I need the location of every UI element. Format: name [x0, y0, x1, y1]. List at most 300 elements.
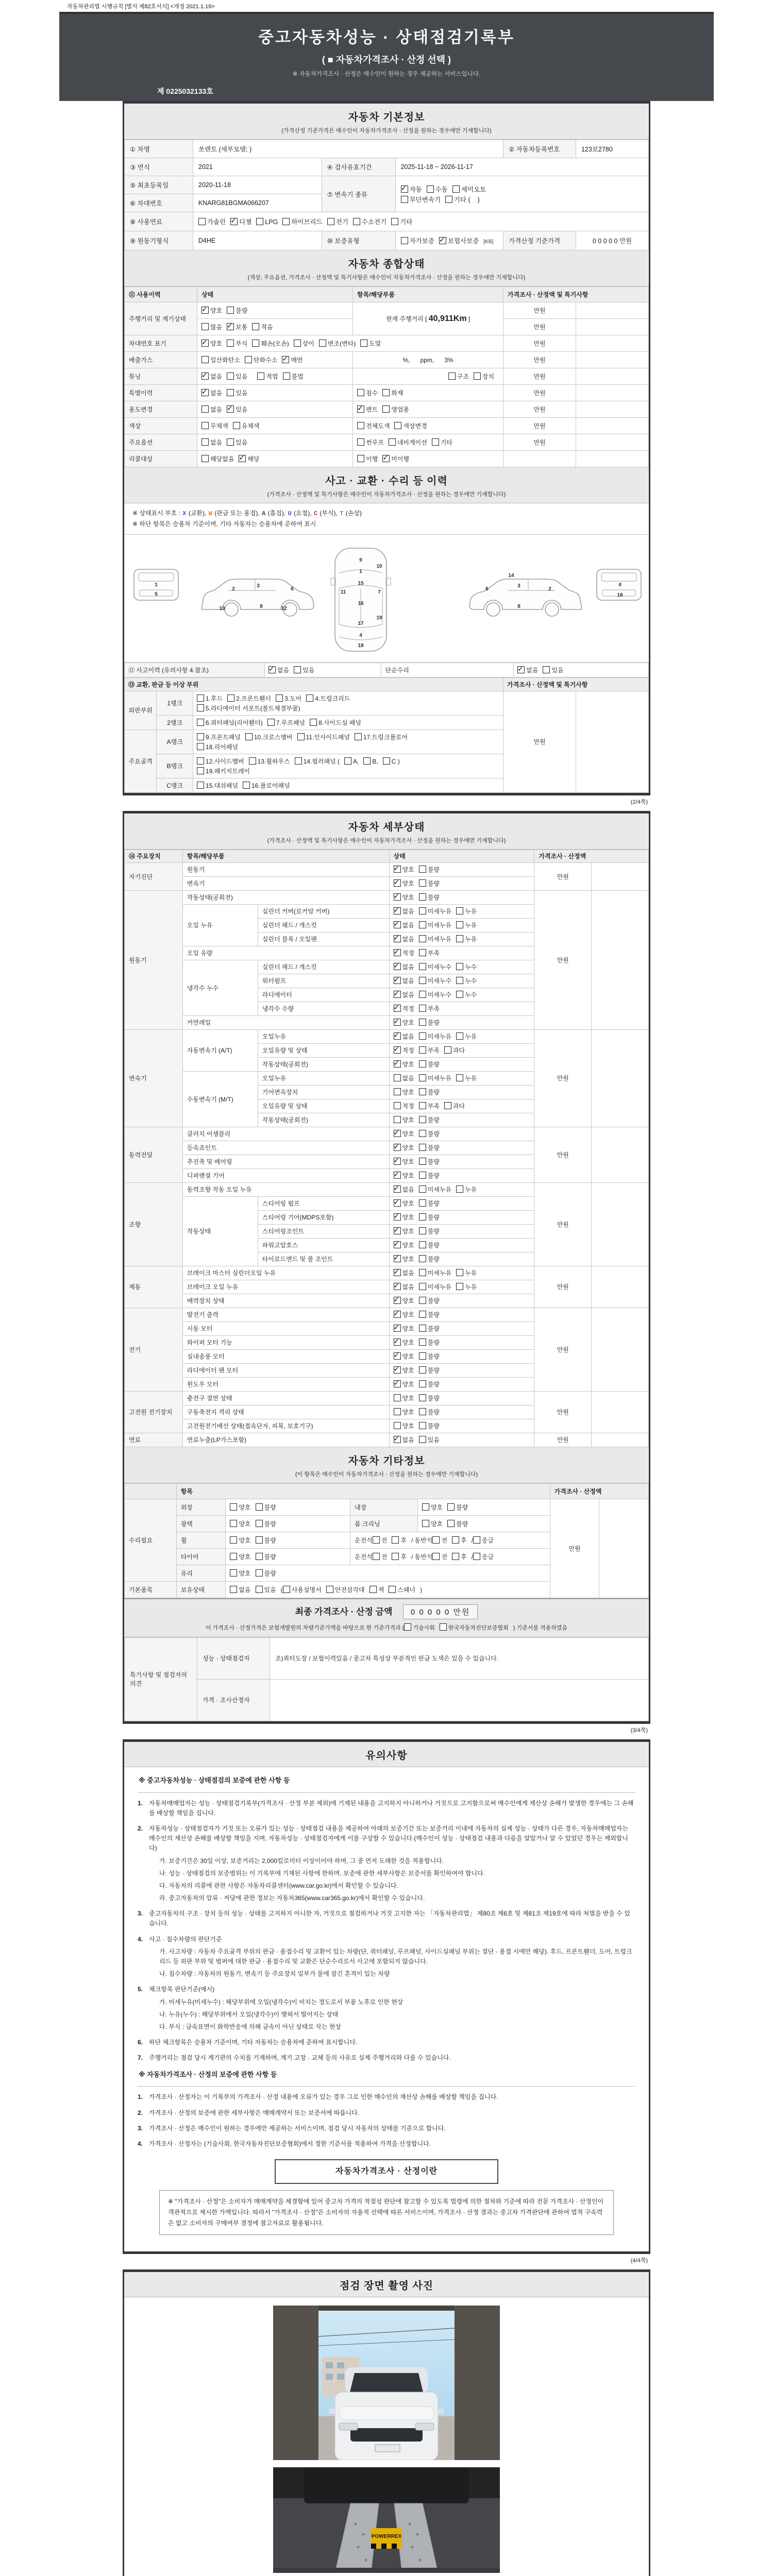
- diagram-number: 5: [155, 591, 158, 597]
- checkbox[interactable]: [419, 1338, 426, 1346]
- checkbox[interactable]: [360, 340, 367, 347]
- checkbox[interactable]: [419, 1172, 426, 1179]
- checkbox[interactable]: [427, 185, 434, 193]
- checkbox-option: [256, 1585, 276, 1594]
- checkbox-label: 일산화탄소: [210, 357, 240, 364]
- checkbox[interactable]: [394, 1311, 401, 1318]
- checkbox[interactable]: [456, 921, 463, 928]
- checkbox[interactable]: [419, 1269, 426, 1276]
- checkbox[interactable]: [419, 977, 426, 984]
- checkbox[interactable]: [239, 455, 246, 462]
- checkbox-label: 부족: [427, 1103, 440, 1110]
- checkbox[interactable]: [383, 757, 390, 765]
- checkbox[interactable]: [197, 733, 204, 740]
- checkbox[interactable]: [344, 757, 351, 765]
- checkbox[interactable]: [456, 1283, 463, 1290]
- field-label: 특별이력: [125, 385, 197, 401]
- checkbox[interactable]: [419, 1422, 426, 1429]
- checkbox[interactable]: [353, 218, 360, 225]
- checkbox[interactable]: [456, 935, 463, 942]
- checkbox-label: 사용설명서: [291, 1586, 322, 1594]
- checkbox-option: [401, 236, 434, 245]
- checkbox[interactable]: [357, 438, 364, 446]
- checkbox-label: 불량: [427, 1367, 440, 1375]
- checkbox[interactable]: [419, 1032, 426, 1040]
- checkbox-label: 미이행: [391, 455, 410, 463]
- checkbox-option: [419, 935, 451, 943]
- checkbox[interactable]: [201, 389, 209, 396]
- field-value: 항목/해당부품: [353, 287, 503, 302]
- checkbox-option: [419, 1074, 451, 1082]
- field-value: 기어변속장치: [258, 1085, 389, 1099]
- checkbox[interactable]: [394, 1255, 401, 1262]
- checkbox[interactable]: [276, 694, 283, 702]
- checkbox[interactable]: [401, 185, 408, 193]
- checkbox[interactable]: [294, 340, 301, 347]
- checkbox[interactable]: [230, 1520, 237, 1527]
- checkbox[interactable]: [197, 704, 204, 711]
- checkbox[interactable]: [394, 963, 401, 970]
- final-price-band: [124, 1598, 649, 1637]
- checkbox[interactable]: [201, 422, 209, 429]
- checkbox[interactable]: [452, 1553, 459, 1560]
- checkbox[interactable]: [394, 1199, 401, 1207]
- checkbox[interactable]: [401, 196, 408, 203]
- checkbox[interactable]: [394, 1380, 401, 1387]
- checkbox[interactable]: [201, 438, 209, 446]
- checkbox[interactable]: [394, 977, 401, 984]
- checkbox[interactable]: [394, 1074, 401, 1081]
- checkbox[interactable]: [319, 340, 326, 347]
- checkbox[interactable]: [419, 866, 426, 873]
- checkbox[interactable]: [230, 1569, 237, 1577]
- field-label: 유리: [176, 1565, 226, 1581]
- checkbox[interactable]: [444, 1046, 451, 1054]
- checkbox[interactable]: [394, 1297, 401, 1304]
- checkbox[interactable]: [419, 1311, 426, 1318]
- checkbox-label: 양호: [210, 307, 223, 314]
- checkbox-label: 있음: [236, 389, 248, 397]
- checkbox[interactable]: [394, 1102, 401, 1109]
- checkbox[interactable]: [283, 372, 290, 380]
- checkbox-option: [256, 1519, 276, 1528]
- checkbox[interactable]: [517, 666, 525, 673]
- checkbox[interactable]: [256, 1520, 263, 1527]
- checkbox[interactable]: [394, 1032, 401, 1040]
- checkbox[interactable]: [394, 1130, 401, 1137]
- checkbox[interactable]: [419, 1255, 426, 1262]
- checkbox[interactable]: [282, 356, 289, 363]
- checkbox[interactable]: [197, 782, 204, 789]
- checkbox[interactable]: [227, 372, 234, 380]
- field-value: [389, 1015, 534, 1029]
- legend-note: ※ 하단 항목은 승용차 기준이며, 기타 자동차는 승용차에 준하여 표시: [132, 520, 316, 528]
- checkbox[interactable]: [227, 307, 234, 314]
- checkbox[interactable]: [456, 977, 463, 984]
- section-basic-header: [124, 104, 649, 140]
- notice-text: 가격조사 · 산정자는 (기술사회, 한국자동차진단보증협회)에서 정한 기준서를 적용하여 가격을 산정합니다.: [149, 2140, 431, 2147]
- field-value: [389, 932, 534, 946]
- checkbox-label: 영업용: [391, 406, 410, 413]
- checkbox-option: [401, 184, 422, 194]
- checkbox[interactable]: [394, 1088, 401, 1095]
- checkbox-option: [419, 1366, 440, 1375]
- checkbox-option: [419, 1101, 440, 1110]
- checkbox[interactable]: [419, 1185, 426, 1193]
- checkbox[interactable]: [245, 356, 252, 363]
- checkbox[interactable]: [419, 907, 426, 914]
- detail-status-table: [124, 850, 649, 1447]
- checkbox[interactable]: [369, 1586, 377, 1593]
- checkbox[interactable]: [394, 1366, 401, 1374]
- checkbox[interactable]: [456, 1185, 463, 1193]
- checkbox[interactable]: [474, 372, 481, 380]
- checkbox[interactable]: [306, 694, 313, 702]
- section-note: (가격산정 기준가격은 매수인이 자동차가격조사 · 산정을 원하는 경우에만 기재합니다): [281, 128, 492, 134]
- checkbox[interactable]: [280, 1586, 290, 1594]
- checkbox[interactable]: [256, 1553, 263, 1560]
- diagram-number: 9: [359, 557, 362, 563]
- checkbox[interactable]: [419, 991, 426, 998]
- checkbox[interactable]: [444, 1102, 451, 1109]
- checkbox[interactable]: [419, 1394, 426, 1401]
- checkbox[interactable]: [473, 1536, 480, 1544]
- checkbox-option: [394, 990, 414, 999]
- checkbox[interactable]: [201, 356, 209, 363]
- checkbox[interactable]: [198, 218, 206, 225]
- checkbox[interactable]: [447, 1520, 455, 1527]
- checkbox[interactable]: [419, 1088, 426, 1095]
- checkbox[interactable]: [256, 1503, 263, 1511]
- status-symbol-desc: (요철),: [292, 510, 313, 517]
- checkbox[interactable]: [256, 1536, 263, 1544]
- checkbox[interactable]: [394, 1116, 401, 1123]
- checkbox[interactable]: [297, 733, 305, 740]
- checkbox[interactable]: [295, 757, 302, 765]
- checkbox-label: 전: [441, 1536, 448, 1544]
- checkbox[interactable]: [419, 1352, 426, 1360]
- field-value: [389, 1238, 534, 1252]
- checkbox[interactable]: [445, 196, 452, 203]
- checkbox[interactable]: [245, 733, 253, 740]
- checkbox[interactable]: [422, 1503, 429, 1511]
- checkbox[interactable]: [419, 1297, 426, 1304]
- checkbox-option: [282, 217, 322, 226]
- checkbox[interactable]: [419, 1116, 426, 1123]
- checkbox[interactable]: [357, 422, 364, 429]
- checkbox-option: [394, 907, 414, 916]
- checkbox[interactable]: [230, 1586, 237, 1593]
- checkbox[interactable]: [201, 323, 209, 330]
- checkbox[interactable]: [249, 757, 256, 765]
- checkbox[interactable]: [394, 907, 401, 914]
- final-price-note: [124, 1623, 649, 1632]
- checkbox[interactable]: [419, 1283, 426, 1290]
- checkbox[interactable]: [394, 422, 401, 429]
- checkbox[interactable]: [230, 1536, 237, 1544]
- checkbox[interactable]: [394, 879, 401, 887]
- checkbox[interactable]: [227, 323, 234, 330]
- checkbox-option: [394, 1115, 414, 1124]
- checkbox[interactable]: [197, 719, 204, 726]
- checkbox[interactable]: [419, 1227, 426, 1234]
- checkbox[interactable]: [394, 1325, 401, 1332]
- checkbox-option: [456, 907, 477, 916]
- checkbox[interactable]: [230, 1553, 237, 1560]
- field-label: 자기진단: [125, 862, 183, 890]
- checkbox-option: [394, 421, 427, 430]
- checkbox[interactable]: [404, 1623, 411, 1631]
- notice-number: 7.: [138, 2054, 143, 2062]
- checkbox[interactable]: [382, 389, 390, 396]
- checkbox-option: [419, 865, 440, 874]
- checkbox[interactable]: [447, 1503, 455, 1511]
- checkbox[interactable]: [440, 1623, 447, 1631]
- checkbox[interactable]: [227, 438, 234, 446]
- checkbox[interactable]: [394, 893, 401, 901]
- checkbox-label: 훼손(오손): [261, 340, 289, 347]
- checkbox[interactable]: [419, 921, 426, 928]
- checkbox[interactable]: [394, 1019, 401, 1026]
- checkbox[interactable]: [394, 1241, 401, 1248]
- checkbox[interactable]: [473, 1553, 480, 1560]
- checkbox-label: 불량: [427, 1130, 440, 1138]
- checkbox[interactable]: [326, 1586, 333, 1593]
- checkbox[interactable]: [419, 1366, 426, 1374]
- checkbox[interactable]: [419, 1102, 426, 1109]
- checkbox[interactable]: [197, 757, 204, 765]
- checkbox[interactable]: [456, 1032, 463, 1040]
- checkbox[interactable]: [419, 1144, 426, 1151]
- document-title: 중고자동차성능 · 상태점검기록부: [258, 28, 515, 46]
- checkbox[interactable]: [394, 935, 401, 942]
- checkbox[interactable]: [373, 1553, 380, 1560]
- checkbox[interactable]: [394, 1394, 401, 1401]
- checkbox[interactable]: [394, 1046, 401, 1054]
- checkbox[interactable]: [401, 237, 408, 244]
- checkbox[interactable]: [419, 949, 426, 956]
- checkbox[interactable]: [419, 1130, 426, 1137]
- field-value: [270, 1679, 648, 1721]
- checkbox-option: [394, 1324, 414, 1333]
- checkbox[interactable]: [422, 1520, 429, 1527]
- checkbox[interactable]: [201, 455, 209, 462]
- field-value: [389, 1280, 534, 1294]
- price-survey-box-text: ※ "가격조사 · 산정"은 소비자가 매매계약을 체결함에 있어 중고차 가격의 적절성 판단에 참고할 수 있도록 법령에 의한 절차와 기준에 따라 전문 가격조사 · 산정인이 객관적으로 제시한 가액입니다. 따라서 "가격조사 · 산정"은 소비자의 자율적 선택에 따른 서비스이며, 가격조사 · 산정 결과는 중고차 가격판단에 관하여 법적 구속력은 없고 소비자의 구매여부 결정에 참고자료로 활용됩니다.: [159, 2190, 614, 2235]
- checkbox[interactable]: [394, 949, 401, 956]
- checkbox-label: 양호: [210, 340, 223, 347]
- checkbox[interactable]: [252, 340, 259, 347]
- diagram-number: 18: [617, 592, 623, 598]
- diagram-number: 3: [257, 583, 260, 589]
- checkbox-label: 없음: [210, 406, 223, 413]
- checkbox[interactable]: [439, 237, 446, 244]
- checkbox[interactable]: [227, 694, 234, 702]
- checkbox-label: 4.트렁크리드: [315, 694, 350, 702]
- checkbox[interactable]: [227, 340, 234, 347]
- checkbox[interactable]: [389, 438, 396, 446]
- table-row: [125, 1308, 649, 1321]
- checkbox-option: [419, 990, 451, 999]
- checkbox[interactable]: [355, 733, 362, 740]
- text: [252, 373, 257, 380]
- checkbox-label: 양호: [239, 1553, 251, 1561]
- checkbox-label: 해당: [247, 455, 260, 463]
- checkbox[interactable]: [419, 1074, 426, 1081]
- checkbox[interactable]: [282, 218, 290, 225]
- checkbox[interactable]: [419, 1436, 426, 1443]
- checkbox[interactable]: [448, 372, 456, 380]
- field-value: 만원: [534, 862, 592, 890]
- checkbox[interactable]: [256, 1569, 263, 1577]
- checkbox[interactable]: [389, 1586, 396, 1593]
- checkbox[interactable]: [394, 1060, 401, 1067]
- checkbox[interactable]: [419, 1325, 426, 1332]
- checkbox[interactable]: [419, 1241, 426, 1248]
- checkbox[interactable]: [256, 1586, 263, 1593]
- checkbox[interactable]: [419, 879, 426, 887]
- checkbox-label: 수소전기: [361, 218, 387, 226]
- field-value: 타이로드엔드 및 볼 조인트: [258, 1252, 389, 1266]
- checkbox[interactable]: [357, 405, 364, 413]
- checkbox[interactable]: [456, 1269, 463, 1276]
- checkbox-option: [230, 1519, 250, 1528]
- checkbox[interactable]: [197, 694, 204, 702]
- checkbox[interactable]: [382, 455, 390, 462]
- checkbox[interactable]: [394, 1213, 401, 1221]
- checkbox[interactable]: [391, 218, 398, 225]
- checkbox[interactable]: [357, 455, 364, 462]
- field-value: [592, 862, 649, 890]
- field-value: 커먼레일: [182, 1015, 389, 1029]
- checkbox[interactable]: [394, 866, 401, 873]
- field-label: 전기: [125, 1308, 183, 1391]
- checkbox[interactable]: [456, 991, 463, 998]
- checkbox[interactable]: [456, 907, 463, 914]
- field-label: 특기사항 및 점검자의 의견: [125, 1637, 197, 1721]
- checkbox[interactable]: [394, 1436, 401, 1443]
- table-row: [125, 434, 649, 451]
- checkbox[interactable]: [227, 389, 234, 396]
- checkbox[interactable]: [252, 323, 259, 330]
- checkbox[interactable]: [394, 1283, 401, 1290]
- checkbox-option: [230, 1569, 250, 1578]
- field-value: [264, 663, 381, 677]
- checkbox[interactable]: [382, 405, 390, 413]
- checkbox[interactable]: [394, 1338, 401, 1346]
- checkbox[interactable]: [543, 666, 550, 673]
- checkbox[interactable]: [456, 1074, 463, 1081]
- checkbox[interactable]: [394, 1172, 401, 1179]
- checkbox-label: 기타: [440, 439, 452, 446]
- checkbox[interactable]: [201, 307, 209, 314]
- checkbox[interactable]: [394, 1158, 401, 1165]
- field-value: 만원: [534, 1308, 592, 1391]
- field-value: [389, 1029, 534, 1043]
- checkbox[interactable]: [394, 1185, 401, 1193]
- checkbox[interactable]: [392, 1553, 399, 1560]
- checkbox[interactable]: [227, 405, 234, 413]
- field-value: 2025-11-18 ~ 2026-11-17: [395, 158, 648, 176]
- checkbox[interactable]: [419, 1046, 426, 1054]
- status-symbol: A: [262, 510, 266, 517]
- checkbox[interactable]: [256, 218, 263, 225]
- checkbox[interactable]: [419, 1019, 426, 1026]
- checkbox[interactable]: [201, 340, 209, 347]
- checkbox[interactable]: [394, 1144, 401, 1151]
- inspection-photo-front: [273, 2306, 500, 2460]
- checkbox[interactable]: [419, 1199, 426, 1207]
- checkbox[interactable]: [419, 1213, 426, 1221]
- checkbox[interactable]: [394, 1227, 401, 1234]
- field-value: 파워고압호스: [258, 1238, 389, 1252]
- notice-subitem: 가. 사고차량 : 자동차 주요골격 부위의 판금 · 용접수리 및 교환이 있는 차량(단, 쿼터패널, 루프패널, 사이드실패널 부위는 절단 · 용접 시에만 해당). 후드, 프론트휀더, 도어, 트렁크리드 등 외판 부위 및 범퍼에 대한 판금 · 용접수리 및 교환은 단순수리로서 사고에 포함되지 않습니다.: [159, 1947, 632, 1965]
- checkbox[interactable]: [419, 893, 426, 901]
- diagram-number: 10: [376, 563, 382, 569]
- checkbox[interactable]: [201, 405, 209, 413]
- checkbox[interactable]: [394, 1422, 401, 1429]
- checkbox[interactable]: [243, 782, 250, 789]
- checkbox[interactable]: [432, 1553, 440, 1560]
- checkbox[interactable]: [419, 1380, 426, 1387]
- checkbox[interactable]: [392, 1536, 399, 1544]
- checkbox[interactable]: [197, 767, 204, 774]
- checkbox[interactable]: [363, 757, 371, 765]
- checkbox[interactable]: [394, 1005, 401, 1012]
- diagram-number: 12: [281, 605, 287, 612]
- checkbox[interactable]: [419, 963, 426, 970]
- page-marker-4: (4/4쪽): [630, 2257, 648, 2264]
- checkbox-label: 보험사보증: [447, 238, 479, 245]
- notice-subitem: 라. 중고자동차의 압류 · 저당에 관한 정보는 자동차365(www.car365.go.kr)에서 확인할 수 있습니다.: [159, 1894, 425, 1902]
- checkbox-label: 양호: [402, 1325, 414, 1333]
- text: /: [471, 1536, 473, 1544]
- checkbox[interactable]: [310, 719, 317, 726]
- checkbox[interactable]: [230, 218, 238, 225]
- checkbox[interactable]: [394, 991, 401, 998]
- checkbox[interactable]: [452, 1536, 459, 1544]
- diagram-number: 2: [232, 586, 235, 592]
- checkbox[interactable]: [394, 1269, 401, 1276]
- checkbox[interactable]: [394, 921, 401, 928]
- checkbox[interactable]: [257, 372, 264, 380]
- checkbox[interactable]: [201, 372, 209, 380]
- checkbox[interactable]: [394, 1352, 401, 1360]
- checkbox[interactable]: [230, 1503, 237, 1511]
- checkbox[interactable]: [419, 1005, 426, 1012]
- checkbox[interactable]: [268, 666, 276, 673]
- checkbox[interactable]: [456, 963, 463, 970]
- field-value: [389, 946, 534, 960]
- checkbox[interactable]: [197, 743, 204, 750]
- checkbox[interactable]: [419, 1408, 426, 1415]
- checkbox-option: [419, 1255, 440, 1263]
- checkbox[interactable]: [419, 1158, 426, 1165]
- checkbox[interactable]: [294, 666, 301, 673]
- checkbox[interactable]: [432, 438, 439, 446]
- checkbox[interactable]: [357, 389, 364, 396]
- checkbox[interactable]: [432, 1536, 440, 1544]
- checkbox[interactable]: [373, 1536, 380, 1544]
- checkbox[interactable]: [419, 1060, 426, 1067]
- checkbox[interactable]: [327, 218, 334, 225]
- checkbox[interactable]: [394, 1408, 401, 1415]
- checkbox-option: [394, 1032, 414, 1041]
- checkbox[interactable]: [452, 185, 460, 193]
- checkbox[interactable]: [267, 719, 275, 726]
- checkbox[interactable]: [233, 422, 240, 429]
- checkbox[interactable]: [419, 935, 426, 942]
